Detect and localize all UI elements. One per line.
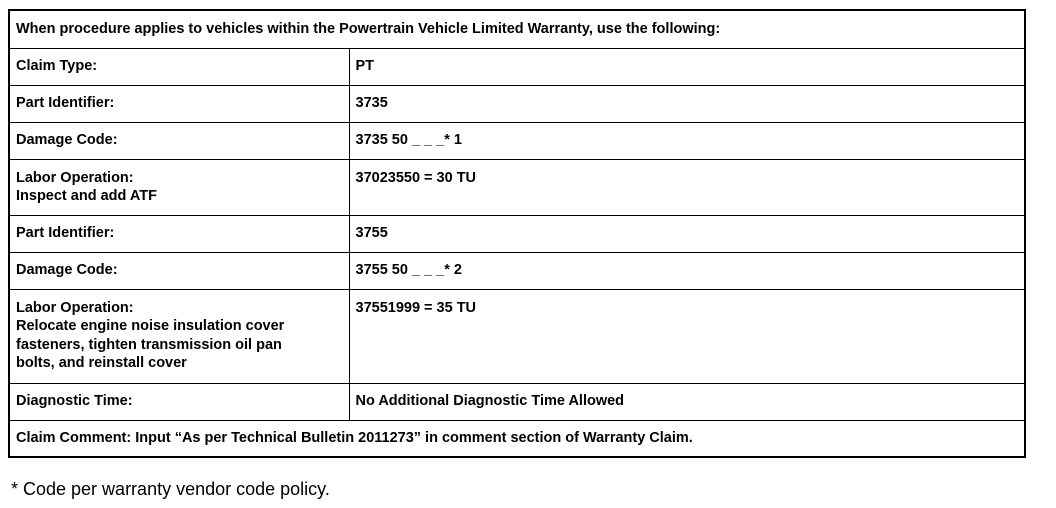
table-header-row <box>9 10 1025 48</box>
row-value: 3755 <box>349 215 1025 252</box>
row-value: 37023550 = 30 TU <box>349 159 1025 215</box>
row-label <box>9 159 349 215</box>
row-value: 3735 <box>349 85 1025 122</box>
row-value: 37551999 = 35 TU <box>349 289 1025 383</box>
row-label <box>9 289 349 383</box>
table-row <box>9 215 1025 252</box>
table-header: When procedure applies to vehicles within the Powertrain Vehicle Limited Warranty, use the following: <box>9 10 1025 48</box>
row-value: PT <box>349 48 1025 85</box>
row-label: Diagnostic Time: <box>9 383 349 420</box>
row-label-line: bolts, and reinstall cover <box>16 355 187 371</box>
row-label: Damage Code: <box>9 122 349 159</box>
claim-comment-row <box>9 420 1025 457</box>
row-label-line: Labor Operation: <box>16 299 134 316</box>
row-value: 3755 50 _ _ _* 2 <box>349 252 1025 289</box>
table-row <box>9 252 1025 289</box>
row-label: Claim Type: <box>9 48 349 85</box>
table-row <box>9 48 1025 85</box>
row-label-line: fasteners, tighten transmission oil pan <box>16 336 282 353</box>
table-row <box>9 383 1025 420</box>
table-row <box>9 122 1025 159</box>
table-row <box>9 85 1025 122</box>
row-label-line: Relocate engine noise insulation cover <box>16 318 285 334</box>
table-row <box>9 159 1025 215</box>
footnote: * Code per warranty vendor code policy. <box>11 479 330 499</box>
row-value: 3735 50 _ _ _* 1 <box>349 122 1025 159</box>
row-label: Part Identifier: <box>9 215 349 252</box>
row-label-line: Labor Operation: <box>16 169 134 186</box>
row-label-line: Inspect and add ATF <box>16 188 157 204</box>
warranty-table <box>8 9 1026 458</box>
row-label: Damage Code: <box>9 252 349 289</box>
row-value: No Additional Diagnostic Time Allowed <box>349 383 1025 420</box>
claim-comment: Claim Comment: Input “As per Technical Bulletin 2011273” in comment section of Warranty Claim. <box>9 420 1025 457</box>
row-label: Part Identifier: <box>9 85 349 122</box>
table-row <box>9 289 1025 383</box>
